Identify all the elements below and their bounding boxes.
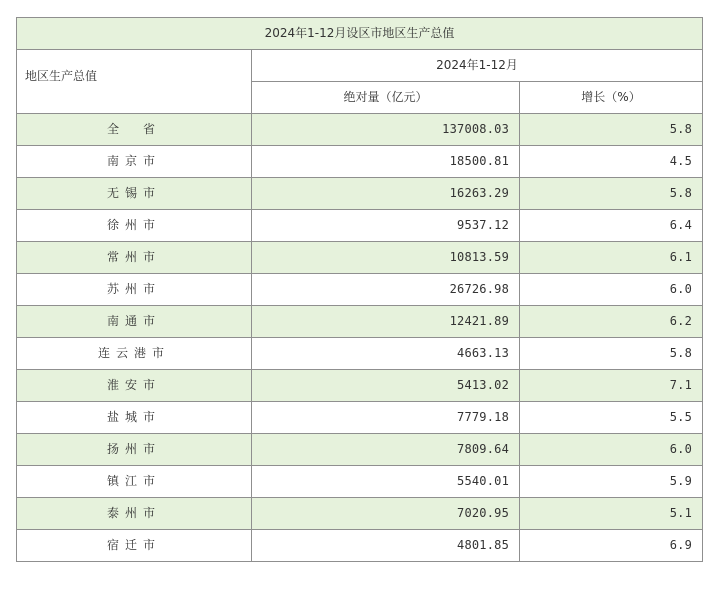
table-row: [17, 434, 703, 466]
table-row: [17, 530, 703, 562]
period-header: 2024年1-12月: [252, 50, 703, 82]
table-row: [17, 498, 703, 530]
gdp-value-cell: 4801.85: [252, 530, 520, 562]
region-cell: 常州市: [17, 242, 252, 274]
region-cell: 淮安市: [17, 370, 252, 402]
gdp-value-cell: 9537.12: [252, 210, 520, 242]
table-row: [17, 338, 703, 370]
growth-rate-cell: 5.5: [520, 402, 703, 434]
gdp-table: [16, 17, 703, 562]
table-row: [17, 370, 703, 402]
gdp-value-cell: 4663.13: [252, 338, 520, 370]
growth-rate-cell: 5.9: [520, 466, 703, 498]
growth-rate-cell: 5.1: [520, 498, 703, 530]
table-row: [17, 178, 703, 210]
region-cell: 南通市: [17, 306, 252, 338]
growth-rate-cell: 6.2: [520, 306, 703, 338]
table-row: [17, 210, 703, 242]
growth-rate-cell: 6.0: [520, 434, 703, 466]
growth-rate-cell: 5.8: [520, 114, 703, 146]
region-cell: 盐城市: [17, 402, 252, 434]
region-cell: 宿迁市: [17, 530, 252, 562]
region-cell: 徐州市: [17, 210, 252, 242]
region-cell: 镇江市: [17, 466, 252, 498]
growth-rate-cell: 7.1: [520, 370, 703, 402]
table-row: [17, 466, 703, 498]
gdp-table-container: [16, 17, 702, 562]
region-cell: 扬州市: [17, 434, 252, 466]
growth-rate-cell: 5.8: [520, 338, 703, 370]
region-cell: 泰州市: [17, 498, 252, 530]
gdp-value-cell: 5413.02: [252, 370, 520, 402]
gdp-value-cell: 137008.03: [252, 114, 520, 146]
growth-column-header: 增长（%）: [520, 82, 703, 114]
gdp-value-cell: 5540.01: [252, 466, 520, 498]
table-row: [17, 114, 703, 146]
gdp-value-cell: 7809.64: [252, 434, 520, 466]
gdp-value-cell: 7779.18: [252, 402, 520, 434]
table-row: [17, 402, 703, 434]
table-row: [17, 146, 703, 178]
growth-rate-cell: 6.4: [520, 210, 703, 242]
gdp-value-cell: 26726.98: [252, 274, 520, 306]
region-cell: 南京市: [17, 146, 252, 178]
row-header: 地区生产总值: [25, 69, 98, 83]
gdp-value-cell: 16263.29: [252, 178, 520, 210]
growth-rate-cell: 6.0: [520, 274, 703, 306]
value-column-header: 绝对量（亿元）: [252, 82, 520, 114]
gdp-value-cell: 12421.89: [252, 306, 520, 338]
gdp-value-cell: 10813.59: [252, 242, 520, 274]
growth-rate-cell: 6.1: [520, 242, 703, 274]
region-cell: 无锡市: [17, 178, 252, 210]
region-cell: 苏州市: [17, 274, 252, 306]
gdp-value-cell: 18500.81: [252, 146, 520, 178]
region-cell: 全 省: [17, 114, 252, 146]
table-title: 2024年1-12月设区市地区生产总值: [17, 18, 703, 50]
table-row: [17, 306, 703, 338]
growth-rate-cell: 6.9: [520, 530, 703, 562]
table-row: [17, 242, 703, 274]
growth-rate-cell: 5.8: [520, 178, 703, 210]
table-row: [17, 274, 703, 306]
region-cell: 连云港市: [17, 338, 252, 370]
growth-rate-cell: 4.5: [520, 146, 703, 178]
row-header-cell: [17, 50, 252, 114]
gdp-value-cell: 7020.95: [252, 498, 520, 530]
